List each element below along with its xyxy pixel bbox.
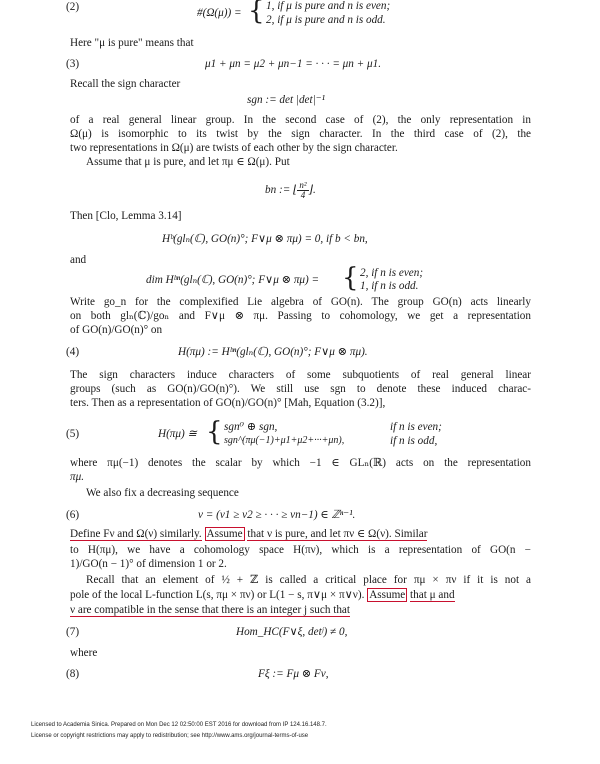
case-line: 1, if μ is pure and n is even; [266,0,391,12]
underlined-text: ν are compatible in the sense that there is an integer j such that [70,604,350,616]
equation: μ1 + μn = μ2 + μn−1 = · · · = μn + μ1. [205,58,382,70]
fraction-denominator: 4 [300,190,306,200]
boxed-word: Assume [369,589,406,601]
case-line: 2, if μ is pure and n is odd. [266,14,386,26]
equation-number: (6) [66,509,80,521]
left-brace: { [206,417,223,447]
equation-number: (5) [66,428,80,440]
license-footer: Licensed to Academia Sinica. Prepared on Mon Dec 12 02:50:00 EST 2016 for download from IP 124.16.148.7. [31,722,327,728]
case-condition: if n is odd, [390,435,438,447]
text-line: 1)/GO(n − 1)° of dimension 1 or 2. [70,558,227,570]
text-line: Recall that an element of ½ + ℤ is called a critical place for πμ × πν if it is not a [86,574,531,586]
left-brace: { [342,263,359,293]
license-footer: License or copyright restrictions may apply to redistribution; see http://www.ams.org/journal-terms-of-use [31,733,309,739]
equation-number: (7) [66,626,80,638]
text-line: Write go_n for the complexified Lie algebra of GO(n). The group GO(n) acts linearly [70,296,531,308]
underlined-text: Define Fν and Ω(ν) similarly. [70,528,202,540]
text-line: πμ. [70,471,85,483]
equation-lhs: dim Hᵇⁿ(glₙ(ℂ), GO(n)°; F∨μ ⊗ πμ) = [146,274,320,286]
case-line: sgn^(πμ(−1)+μ1+μ2+···+μn), [224,435,345,446]
text-line: Here "μ is pure" means that [70,37,194,49]
equation-lhs: H(πμ) ≅ [158,428,197,440]
text-line: where [70,647,98,659]
case-line: 1, if n is odd. [360,280,419,292]
text-line: The sign characters induce characters of some subquotients of real general linear [70,369,531,381]
equation-number: (2) [66,1,80,13]
equation-number: (4) [66,346,80,358]
text-line: to H(πμ), we have a cohomology space H(πν), which is a representation of GO(n − [70,544,531,556]
text-line: two representations in Ω(μ) are twists of each other by the sign character. [70,142,398,154]
fraction-numerator: n² [299,180,307,190]
text-line: where πμ(−1) denotes the scalar by which −1 ∈ GLₙ(ℝ) acts on the representation [70,457,531,469]
text-line: Then [Clo, Lemma 3.14] [70,210,182,222]
annotated-text-line [70,590,455,601]
annotated-text-line [70,529,531,540]
text-line: ters. Then as a representation of GO(n)/GO(n)° [Mah, Equation (3.2)], [70,397,386,409]
text-line: on both glₙ(ℂ)/goₙ and F∨μ ⊗ πμ. Passing to cohomology, we get a representation [70,310,531,322]
case-line: sgn⁰ ⊕ sgn, [224,421,278,433]
text-line: Ω(μ) is isomorphic to its twist by the sign character. In the third case of (2), the [70,128,531,140]
text-line: of a real general linear group. In the second case of (2), the only representation in [70,114,531,126]
text-line: Assume that μ is pure, and let πμ ∈ Ω(μ). Put [86,156,290,168]
equation-bn [265,181,316,200]
equation: sgn := det |det|⁻¹ [247,94,325,106]
case-condition: if n is even; [390,421,442,433]
equation-number: (8) [66,668,80,680]
equation: Hᵇ(glₙ(ℂ), GO(n)°; F∨μ ⊗ πμ) = 0, if b < bn, [162,233,368,245]
bn-lhs: bn := ⌊ [265,184,298,197]
fraction [297,181,308,200]
equation: H(πμ) := Hᵇⁿ(glₙ(ℂ), GO(n)°; F∨μ ⊗ πμ). [178,346,368,358]
annotated-text-line [70,605,350,616]
equation-lhs: #(Ω(μ)) = [197,7,242,19]
text-line: Recall the sign character [70,78,181,90]
text-segment: pole of the local L-function L(s, πμ × πν) or L(1 − s, π∨μ × π∨ν). [70,589,365,601]
text-line: We also fix a decreasing sequence [86,487,239,499]
case-line: 2, if n is even; [360,267,424,279]
underlined-text: that ν is pure, and let πν ∈ Ω(ν). Similar [247,528,428,540]
text-line: of GO(n)/GO(n)° on [70,324,163,336]
bn-rhs: ⌋. [308,184,316,197]
text-line: and [70,254,87,266]
equation: ν = (ν1 ≥ ν2 ≥ · · · ≥ νn−1) ∈ ℤⁿ⁻¹. [198,509,356,521]
equation: Fξ := Fμ ⊗ Fν, [258,668,329,680]
equation: Hom_HC(F∨ξ, detʲ) ≠ 0, [236,626,348,638]
left-brace: { [248,0,265,26]
underlined-text: that μ and [410,589,455,601]
text-line: groups (such as GO(n)/GO(n)°). We still use sgn to denote these induced charac- [70,383,531,395]
equation-number: (3) [66,58,80,70]
boxed-word: Assume [206,528,243,540]
